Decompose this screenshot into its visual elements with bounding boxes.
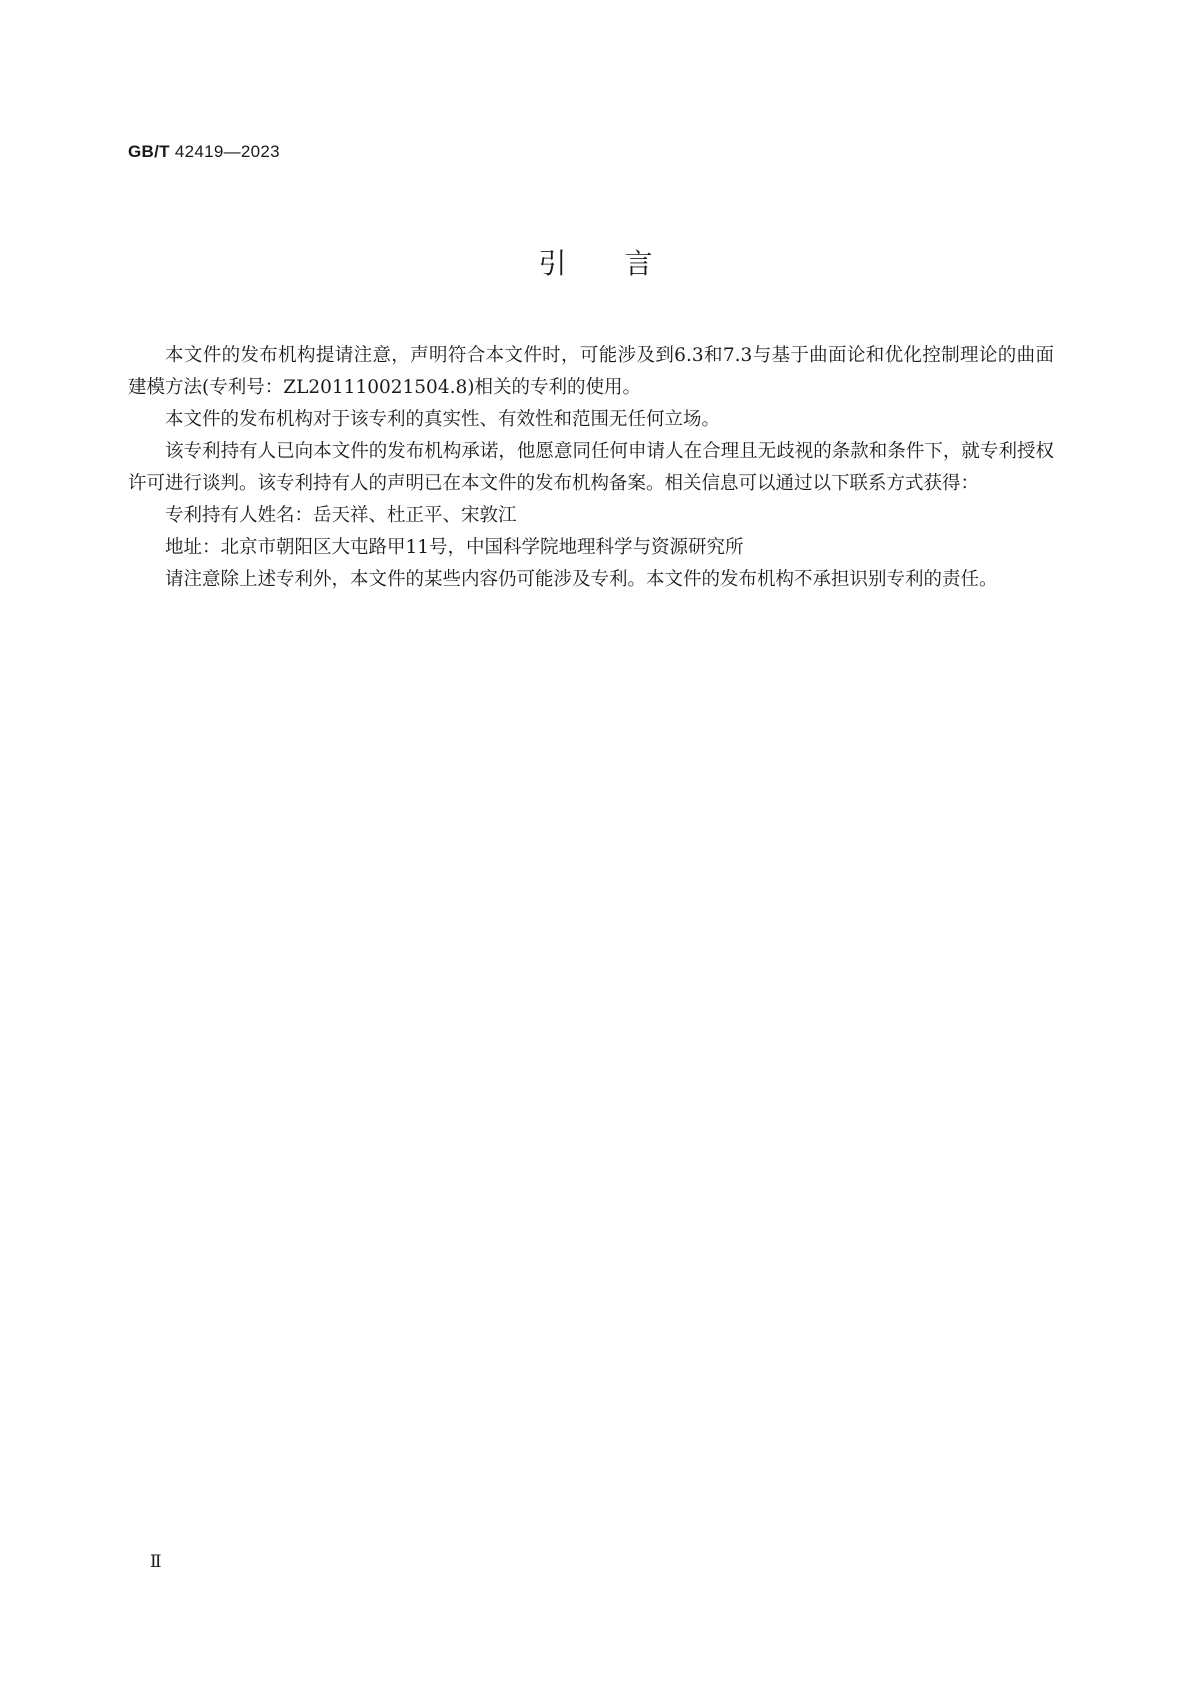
standard-prefix: GB/T: [128, 142, 170, 161]
page-title: 引言: [538, 247, 711, 280]
paragraph-position: 本文件的发布机构对于该专利的真实性、有效性和范围无任何立场。: [165, 409, 721, 430]
introduction-body: [128, 340, 1054, 596]
paragraph-address: 地址：北京市朝阳区大屯路甲11号，中国科学院地理科学与资源研究所: [165, 537, 744, 558]
paragraph-commitment: 该专利持有人已向本文件的发布机构承诺，他愿意同任何申请人在合理且无歧视的条款和条件下，就专利授权许可进行谈判。该专利持有人的声明已在本文件的发布机构备案。相关信息可以通过以下联系方式获得：: [128, 441, 1054, 494]
paragraph-holder-names: 专利持有人姓名：岳天祥、杜正平、宋敦江: [165, 505, 517, 526]
standard-code: [128, 142, 280, 162]
page-number: Ⅱ: [150, 1552, 162, 1572]
paragraph-patent-notice: 本文件的发布机构提请注意，声明符合本文件时，可能涉及到6.3和7.3与基于曲面论和优化控制理论的曲面建模方法(专利号：ZL201110021504.8)相关的专利的使用。: [128, 345, 1054, 398]
standard-number: 42419—2023: [174, 142, 280, 161]
paragraph-disclaimer: 请注意除上述专利外，本文件的某些内容仍可能涉及专利。本文件的发布机构不承担识别专利的责任。: [165, 569, 998, 590]
